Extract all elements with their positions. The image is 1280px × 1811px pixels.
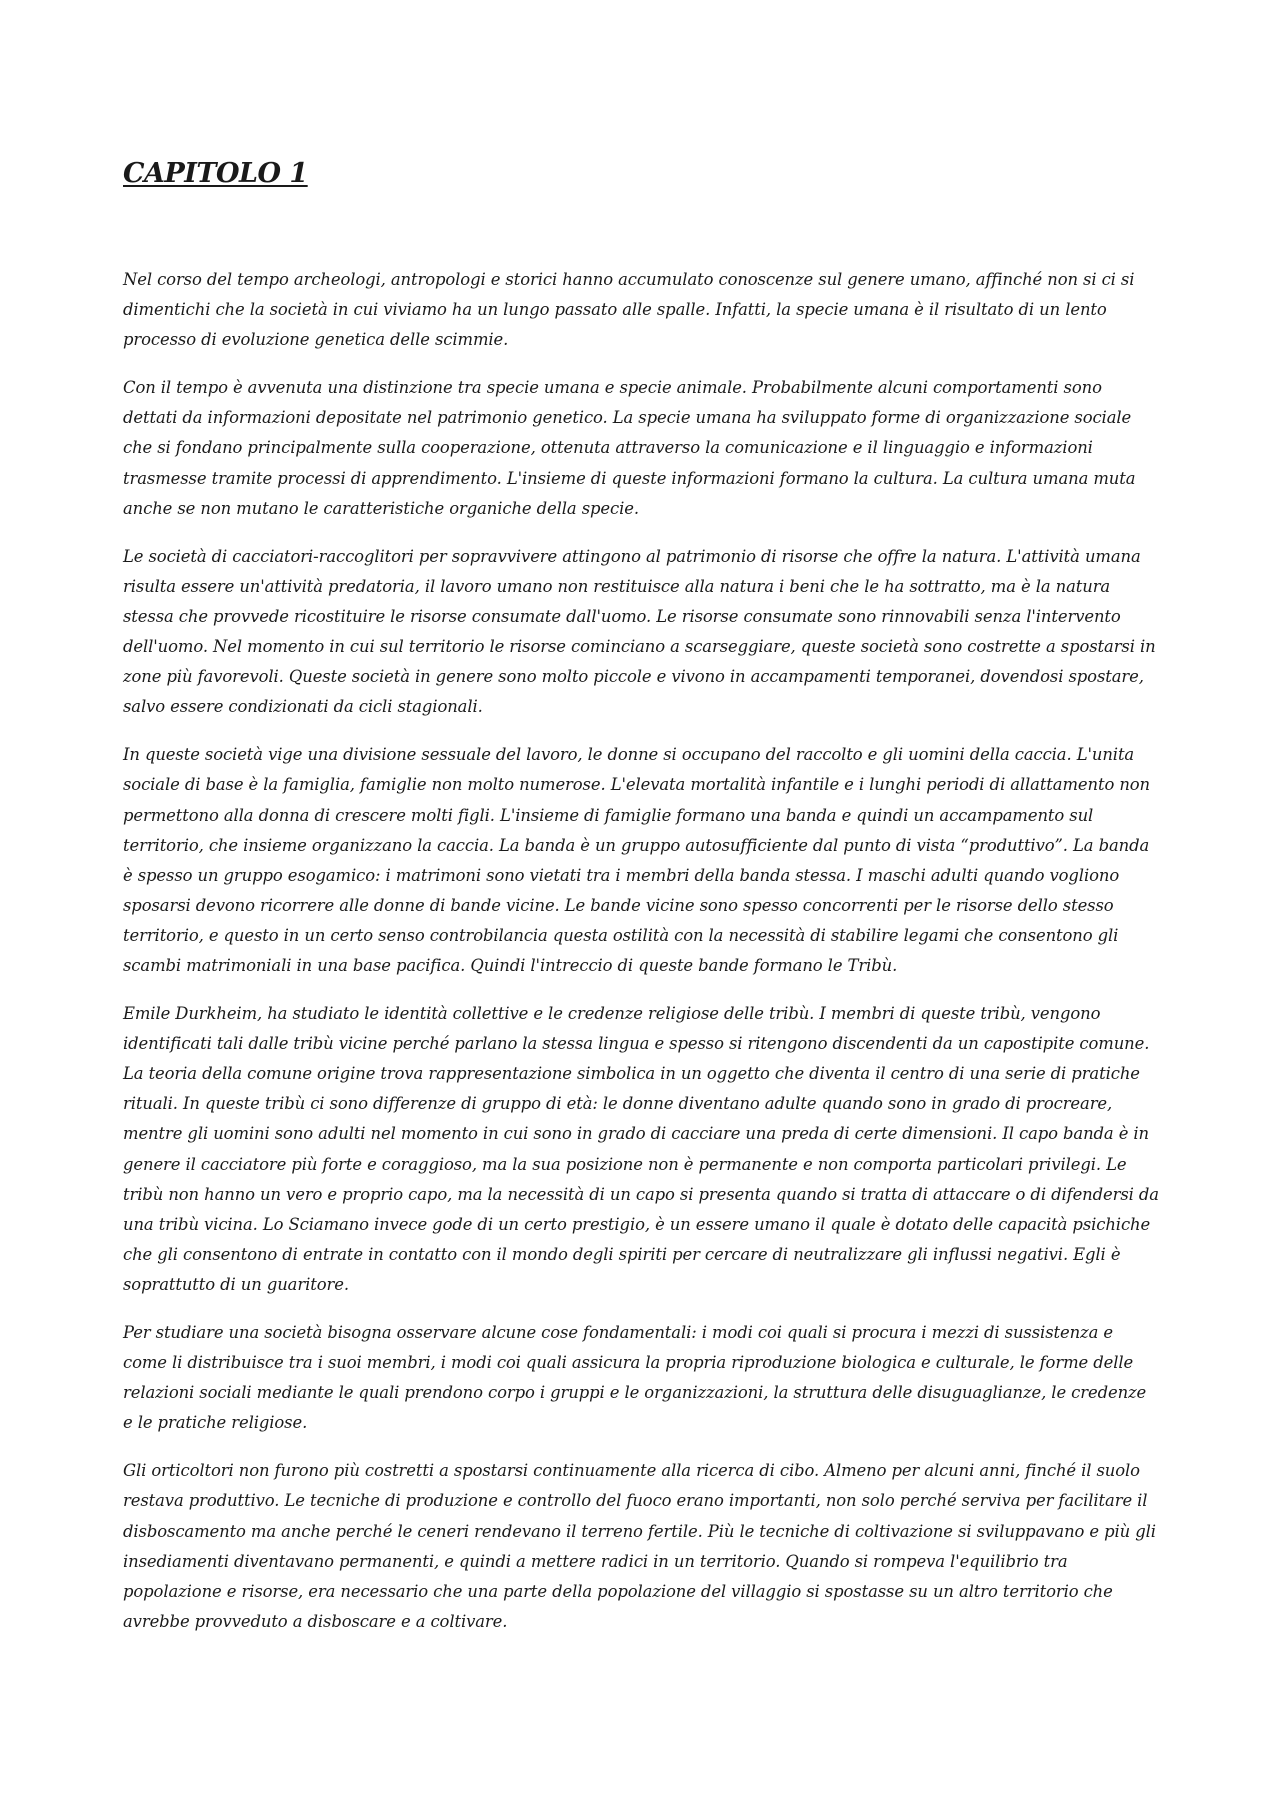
paragraph-1: Nel corso del tempo archeologi, antropologi e storici hanno accumulato conoscenze sul genere umano, affinché non si ci si dimentichi che la società in cui viviamo ha un lungo passato alle spalle. Infatti, la specie umana è il risultato di un lento processo di evoluzione genetica delle scimmie. [123,270,1135,350]
chapter-title: CAPITOLO 1 [123,158,308,189]
paragraph-2: Con il tempo è avvenuta una distinzione tra specie umana e specie animale. Probabilmente alcuni comportamenti sono dettati da informazioni depositate nel patrimonio genetico. La specie umana ha sviluppato forme di organizzazione sociale che si fondano principalmente sulla cooperazione, ottenuta attraverso la comunicazione e il linguaggio e informazioni trasmesse tramite processi di apprendimento. L'insieme di queste informazioni formano la cultura. La cultura umana muta anche se non mutano le caratteristiche organiche della specie. [123,378,1136,518]
paragraph-3: Le società di cacciatori-raccoglitori per sopravvivere attingono al patrimonio di risorse che offre la natura. L'attività umana risulta essere un'attività predatoria, il lavoro umano non restituisce alla natura i beni che le ha sottratto, ma è la natura stessa che provvede ricostituire le risorse consumate dall'uomo. Le risorse consumate sono rinnovabili senza l'intervento dell'uomo. Nel momento in cui sul territorio le risorse cominciano a scarseggiare, queste società sono costrette a spostarsi in zone più favorevoli. Queste società in genere sono molto piccole e vivono in accampamenti temporanei, dovendosi spostare, salvo essere condizionati da cicli stagionali. [123,546,1156,717]
paragraph-7: Gli orticoltori non furono più costretti a spostarsi continuamente alla ricerca di cibo. Almeno per alcuni anni, finché il suolo restava produttivo. Le tecniche di produzione e controllo del fuoco erano importanti, non solo perché serviva per facilitare il disboscamento ma anche perché le ceneri rendevano il terreno fertile. Più le tecniche di coltivazione si sviluppavano e più gli insediamenti diventavano permanenti, e quindi a mettere radici in un territorio. Quando si rompeva l'equilibrio tra popolazione e risorse, era necessario che una parte della popolazione del villaggio si spostasse su un altro territorio che avrebbe provveduto a disboscare e a coltivare. [123,1461,1156,1631]
paragraph-5: Emile Durkheim, ha studiato le identità collettive e le credenze religiose delle tribù. I membri di queste tribù, vengono identificati tali dalle tribù vicine perché parlano la stessa lingua e spesso si ritengono discendenti da un capostipite comune. La teoria della comune origine trova rappresentazione simbolica in un oggetto che diventa il centro di una serie di pratiche rituali. In queste tribù ci sono differenze di gruppo di età: le donne diventano adulte quando sono in grado di procreare, mentre gli uomini sono adulti nel momento in cui sono in grado di cacciare una preda di certe dimensioni. Il capo banda è in genere il cacciatore più forte e coraggioso, ma la sua posizione non è permanente e non comporta particolari privilegi. Le tribù non hanno un vero e proprio capo, ma la necessità di un capo si presenta quando si tratta di attaccare o di difendersi da una tribù vicina. Lo Sciamano invece gode di un certo prestigio, è un essere umano il quale è dotato delle capacità psichiche che gli consentono di entrate in contatto con il mondo degli spiriti per cercare di neutralizzare gli influssi negativi. Egli è soprattutto di un guaritore. [123,1004,1159,1294]
paragraph-6: Per studiare una società bisogna osservare alcune cose fondamentali: i modi coi quali si procura i mezzi di sussistenza e come li distribuisce tra i suoi membri, i modi coi quali assicura la propria riproduzione biologica e culturale, le forme delle relazioni sociali mediante le quali prendono corpo i gruppi e le organizzazioni, la struttura delle disuguaglianze, le credenze e le pratiche religiose. [123,1323,1147,1433]
paragraph-4: In queste società vige una divisione sessuale del lavoro, le donne si occupano del raccolto e gli uomini della caccia. L'unita sociale di base è la famiglia, famiglie non molto numerose. L'elevata mortalità infantile e i lunghi periodi di allattamento non permettono alla donna di crescere molti figli. L'insieme di famiglie formano una banda e quindi un accampamento sul territorio, che insieme organizzano la caccia. La banda è un gruppo autosufficiente dal punto di vista “produttivo”. La banda è spesso un gruppo esogamico: i matrimoni sono vietati tra i membri della banda stessa. I maschi adulti quando vogliono sposarsi devono ricorrere alle donne di bande vicine. Le bande vicine sono spesso concorrenti per le risorse dello stesso territorio, e questo in un certo senso controbilancia questa ostilità con la necessità di stabilire legami che consentono gli scambi matrimoniali in una base pacifica. Quindi l'intreccio di queste bande formano le Tribù. [123,745,1151,975]
